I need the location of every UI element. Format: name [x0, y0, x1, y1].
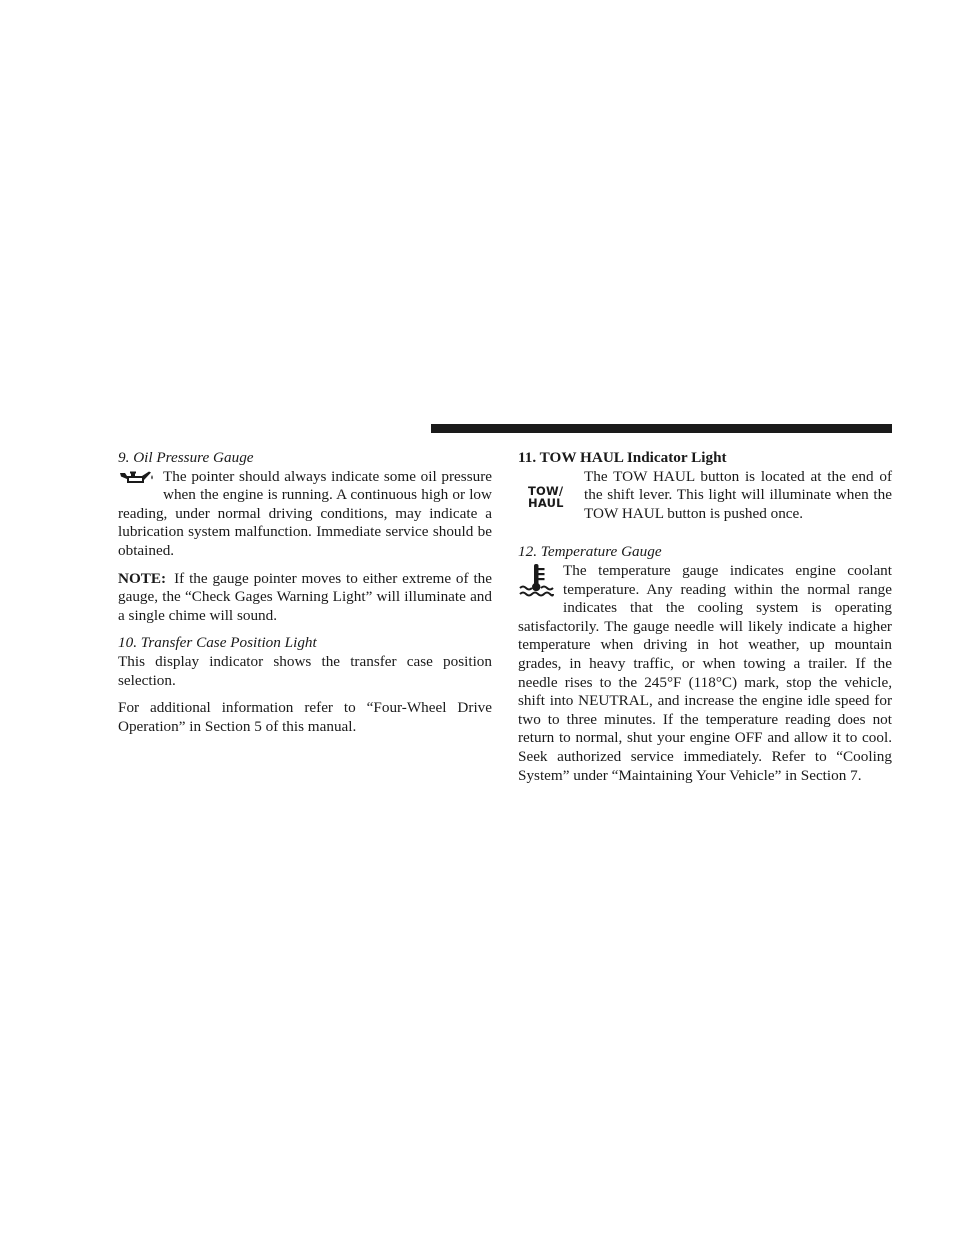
note-paragraph — [118, 570, 492, 626]
section-heading-oil-pressure: 9. Oil Pressure Gauge — [118, 449, 254, 466]
section-divider-bar — [431, 424, 892, 433]
transfer-case-reference-paragraph: For additional information refer to “Four-Wheel Drive Operation” in Section 5 of this manual. — [118, 699, 492, 735]
left-column — [118, 449, 492, 736]
section-heading-tow-haul: 11. TOW HAUL Indicator Light — [518, 449, 727, 466]
section-heading-transfer-case: 10. Transfer Case Position Light — [118, 634, 317, 652]
note-text: If the gauge pointer moves to either extreme of the gauge, the “Check Gages Warning Light” will illuminate and a single chime will sound. — [118, 569, 492, 624]
right-column — [518, 449, 892, 785]
tow-haul-block — [518, 468, 892, 524]
transfer-case-paragraph: This display indicator shows the transfer case position selection. — [118, 652, 492, 689]
coolant-temperature-icon — [518, 562, 554, 600]
oil-can-icon — [118, 467, 154, 487]
tow-haul-paragraph: The TOW HAUL button is located at the end of the shift lever. This light will illuminate when the TOW HAUL button is pushed once. — [584, 467, 892, 522]
temperature-paragraph: The temperature gauge indicates engine coolant temperature. Any reading within the normal range indicates that the cooling system is operating satisfactorily. The gauge needle will likely indicate a higher temperature when driving in hot weather, up mountain grades, in heavy traffic, or when towing a trailer. If the needle rises to the 245°F (118°C) mark, stop the vehicle, shift into NEUTRAL, and increase the engine idle speed for two to three minutes. If the temperature reading does not return to normal, shut your engine OFF and allow it to cool. Seek authorized service immediately. Refer to “Cooling System” under “Maintaining Your Vehicle” in Section 7. — [518, 561, 892, 784]
section-heading-temperature: 12. Temperature Gauge — [518, 543, 662, 561]
tow-haul-icon: TOW/ HAUL — [528, 483, 564, 511]
note-label: NOTE: — [118, 569, 167, 587]
oil-pressure-paragraph: The pointer should always indicate some oil pressure when the engine is running. A continuous high or low reading, under normal driving conditions, may indicate a lubrication system malfunction. Immediate service should be obtained. — [118, 467, 492, 559]
